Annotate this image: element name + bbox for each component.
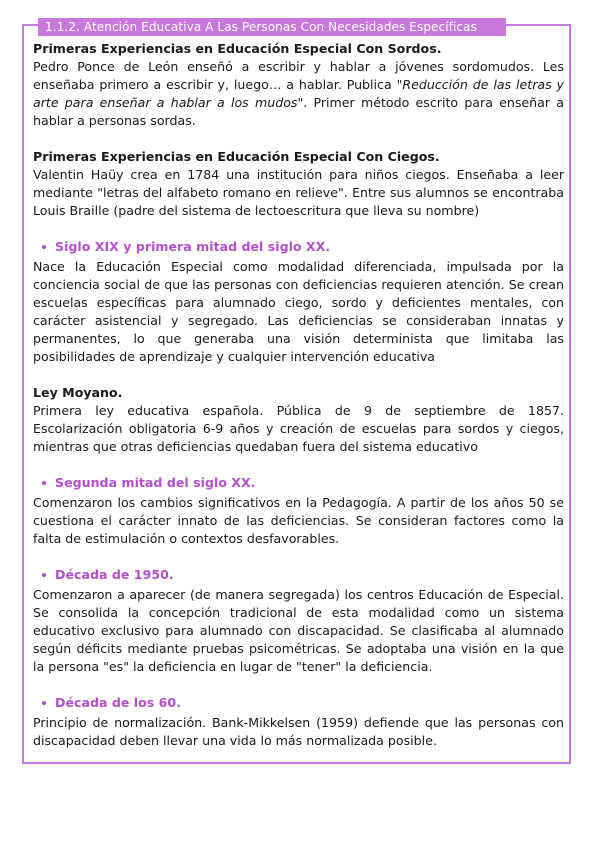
bullet-label: Segunda mitad del siglo XX.	[55, 475, 256, 490]
bullet-dot-icon	[42, 481, 46, 485]
section-title: 1.1.2. Atención Educativa A Las Personas Con Necesidades Específicas	[38, 18, 506, 36]
text-sordos-2: . Primer método escrito para enseñar a hablar a personas sordas.	[33, 95, 565, 128]
heading-moyano: Ley Moyano.	[33, 385, 123, 400]
paragraph-siglo-xix: Nace la Educación Especial como modalidad diferenciada, impulsada por la conciencia social de que las personas con deficiencias requieren atención. Se crean escuelas específicas para alumnado ciego, sordo y deficientes mentales, con carácter asistencial y segregado. Las deficiencias se consideraban innatas y permanentes, lo que generaba una visión determinista que limitaba las posibilidades de aprendizaje y cualquier intervención educativa	[33, 259, 564, 364]
paragraph-ciegos: Valentin Haüy crea en 1784 una institución para niños ciegos. Enseñaba a leer mediante "letras del alfabeto romano en relieve". Entre sus alumnos se encontraba Louis Braille (padre del sistema de lectoescritura que lleva su nombre)	[33, 167, 564, 218]
document-body	[33, 40, 564, 750]
bullet-decada-60	[33, 694, 564, 712]
bullet-dot-icon	[42, 701, 46, 705]
bullet-dot-icon	[42, 573, 46, 577]
bullet-siglo-xix	[33, 238, 564, 256]
paragraph-decada-60: Principio de normalización. Bank-Mikkelsen (1959) defiende que las personas con discapacidad deben llevar una vida lo más normalizada posible.	[33, 715, 564, 748]
paragraph-sordos	[33, 58, 564, 130]
book-title: "Reducción de las letras y arte para enseñar a hablar a los mudos"	[33, 77, 564, 110]
bullet-label: Década de 1950.	[55, 567, 174, 582]
paragraph-moyano: Primera ley educativa española. Pública de 9 de septiembre de 1857. Escolarización obligatoria 6-9 años y creación de escuelas para sordos y ciegos, mientras que otras deficiencias quedaban fuera del sistema educativo	[33, 403, 564, 454]
paragraph-segunda-mitad: Comenzaron los cambios significativos en la Pedagogía. A partir de los años 50 se cuestiona el carácter innato de las deficiencias. Se consideran factores como la falta de estimulación o contextos desfavorables.	[33, 495, 564, 546]
heading-sordos: Primeras Experiencias en Educación Especial Con Sordos.	[33, 41, 442, 56]
bullet-label: Década de los 60.	[55, 695, 181, 710]
bullet-segunda-mitad	[33, 474, 564, 492]
bullet-dot-icon	[42, 245, 46, 249]
bullet-decada-1950	[33, 566, 564, 584]
heading-ciegos: Primeras Experiencias en Educación Especial Con Ciegos.	[33, 149, 440, 164]
paragraph-decada-1950: Comenzaron a aparecer (de manera segregada) los centros Educación de Especial. Se consolida la concepción tradicional de esta modalidad como un sistema educativo exclusivo para alumnado con discapacidad. Se clasificaba al alumnado según déficits mediante pruebas psicométricas. Se adoptaba una visión en la que la persona "es" la deficiencia en lugar de "tener" la deficiencia.	[33, 587, 564, 674]
bullet-label: Siglo XIX y primera mitad del siglo XX.	[55, 239, 331, 254]
text-sordos-1: Pedro Ponce de León enseñó a escribir y hablar a jóvenes sordomudos. Les enseñaba primero a escribir y, luego… a hablar. Publica	[33, 59, 564, 92]
